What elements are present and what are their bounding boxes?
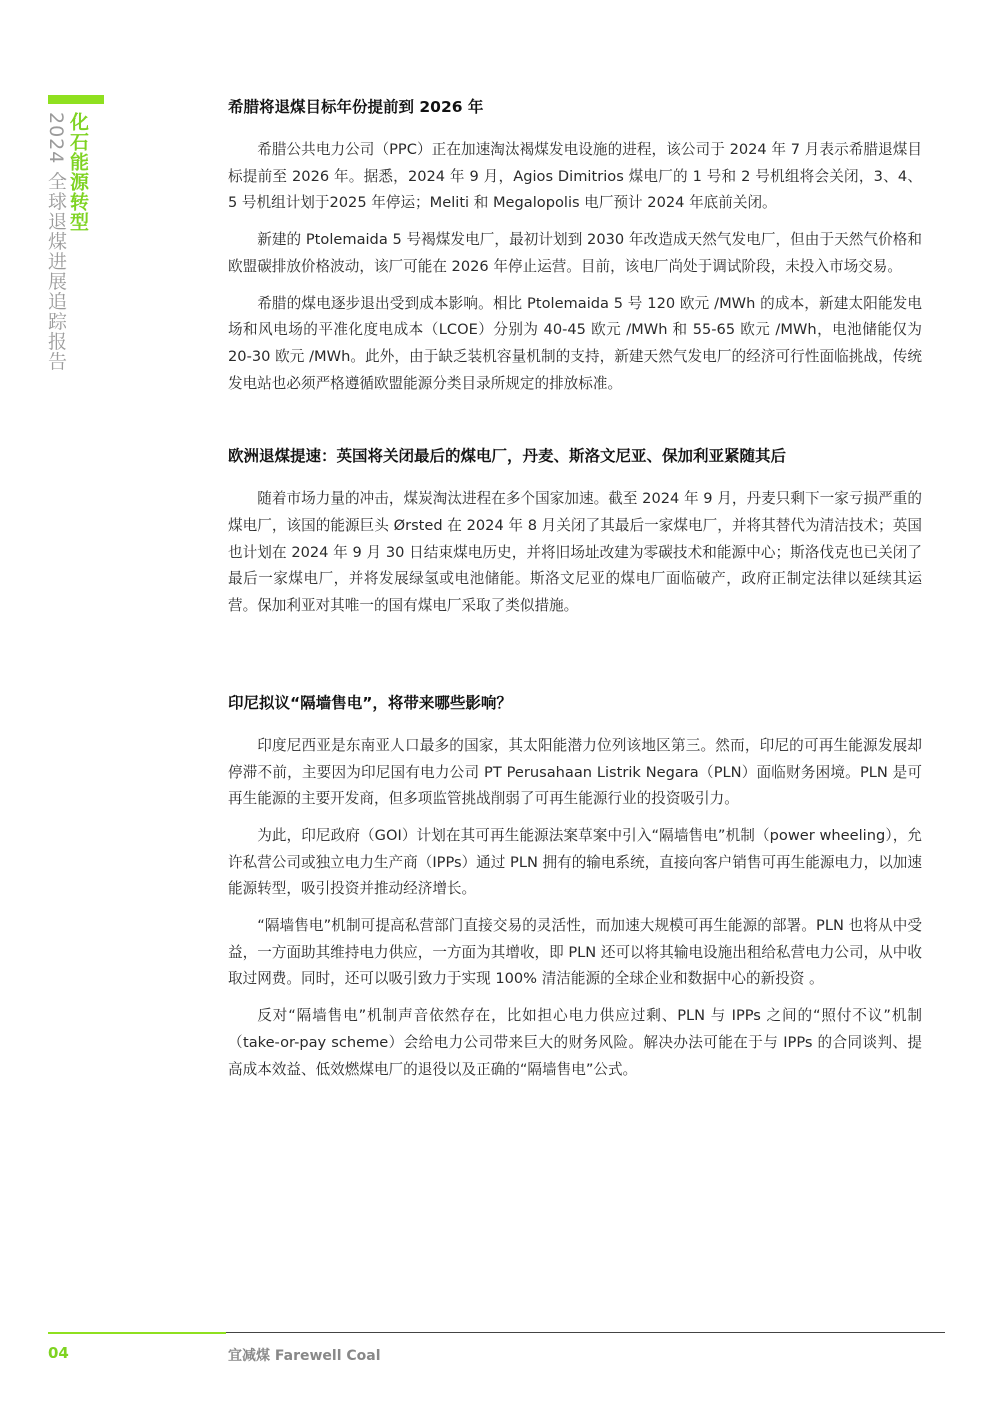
accent-bar bbox=[48, 95, 104, 104]
section-indonesia bbox=[228, 690, 922, 1083]
paragraph: 为此，印尼政府（GOI）计划在其可再生能源法案草案中引入“隔墙售电”机制（power wheeling），允许私营公司或独立电力生产商（IPPs）通过 PLN 拥有的输电系统，直接向客户销售可再生能源电力，以加速能源转型，吸引投资并推动经济增长。 bbox=[228, 826, 922, 898]
paragraph: 随着市场力量的冲击，煤炭淘汰进程在多个国家加速。截至 2024 年 9 月，丹麦只剩下一家亏损严重的煤电厂，该国的能源巨头 Ørsted 在 2024 年 8 月关闭了其最后一家煤电厂，并将其替代为清洁技术；英国也计划在 2024 年 9 月 30 日结束煤电历史，并将旧场址改建为零碳技术和能源中心；斯洛伐克也已关闭了最后一家煤电厂，并将发展绿氢或电池储能。斯洛文尼亚的煤电厂面临破产，政府正制定法律以延续其运营。保加利亚对其唯一的国有煤电厂采取了类似措施。 bbox=[228, 490, 922, 615]
main-content bbox=[228, 94, 922, 1093]
paragraph: 反对“隔墙售电”机制声音依然存在，比如担心电力供应过剩、PLN 与 IPPs 之间的“照付不议”机制（take-or-pay scheme）会给电力公司带来巨大的财务风险。解决办法可能在于与 IPPs 的合同谈判、提高成本效益、低效燃煤电厂的退役以及正确的“隔墙售电”公式。 bbox=[228, 1007, 922, 1078]
section-greece bbox=[228, 94, 922, 397]
sidebar-report-title: 2024 全球退煤进展追踪报告 bbox=[45, 112, 67, 372]
sidebar-category: 化石能源转型 bbox=[67, 112, 89, 232]
footer-divider bbox=[226, 1332, 945, 1333]
paragraph: 希腊公共电力公司（PPC）正在加速淘汰褐煤发电设施的进程，该公司于 2024 年 7 月表示希腊退煤目标提前至 2026 年。据悉，2024 年 9 月，Agios Dimitrios 煤电厂的 1 号和 2 号机组将会关闭，3、4、5 号机组计划于2025 年停运；Meliti 和 Megalopolis 电厂预计 2024 年底前关闭。 bbox=[228, 141, 922, 212]
paragraph: 新建的 Ptolemaida 5 号褐煤发电厂，最初计划到 2030 年改造成天然气发电厂，但由于天然气价格和欧盟碳排放价格波动，该厂可能在 2026 年停止运营。目前，该电厂尚处于调试阶段，未投入市场交易。 bbox=[228, 231, 922, 275]
sidebar-title bbox=[45, 112, 89, 372]
section-heading: 希腊将退煤目标年份提前到 2026 年 bbox=[228, 98, 484, 116]
footer-brand: 宜减煤 Farewell Coal bbox=[228, 1348, 381, 1364]
paragraph: 印度尼西亚是东南亚人口最多的国家，其太阳能潜力位列该地区第三。然而，印尼的可再生能源发展却停滞不前，主要因为印尼国有电力公司 PT Perusahaan Listrik Negara（PLN）面临财务困境。PLN 是可再生能源的主要开发商，但多项监管挑战削弱了可再生能源行业的投资吸引力。 bbox=[228, 736, 922, 808]
paragraph: “隔墙售电”机制可提高私营部门直接交易的灵活性，而加速大规模可再生能源的部署。PLN 也将从中受益，一方面助其维持电力供应，一方面为其增收，即 PLN 还可以将其输电设施出租给私营电力公司，从中收取过网费。同时，还可以吸引致力于实现 100% 清洁能源的全球企业和数据中心的新投资 。 bbox=[228, 917, 922, 988]
footer-divider-accent bbox=[48, 1332, 226, 1334]
paragraph: 希腊的煤电逐步退出受到成本影响。相比 Ptolemaida 5 号 120 欧元 /MWh 的成本，新建太阳能发电场和风电场的平准化度电成本（LCOE）分别为 40-45 欧元 /MWh 和 55-65 欧元 /MWh，电池储能仅为 20-30 欧元 /MWh。此外，由于缺乏装机容量机制的支持，新建天然气发电厂的经济可行性面临挑战，传统发电站也必须严格遵循欧盟能源分类目录所规定的排放标准。 bbox=[228, 294, 922, 392]
section-europe bbox=[228, 443, 922, 620]
page-number: 04 bbox=[48, 1344, 69, 1362]
section-heading: 印尼拟议“隔墙售电”，将带来哪些影响？ bbox=[228, 693, 512, 712]
section-heading: 欧洲退煤提速：英国将关闭最后的煤电厂，丹麦、斯洛文尼亚、保加利亚紧随其后 bbox=[228, 447, 787, 466]
